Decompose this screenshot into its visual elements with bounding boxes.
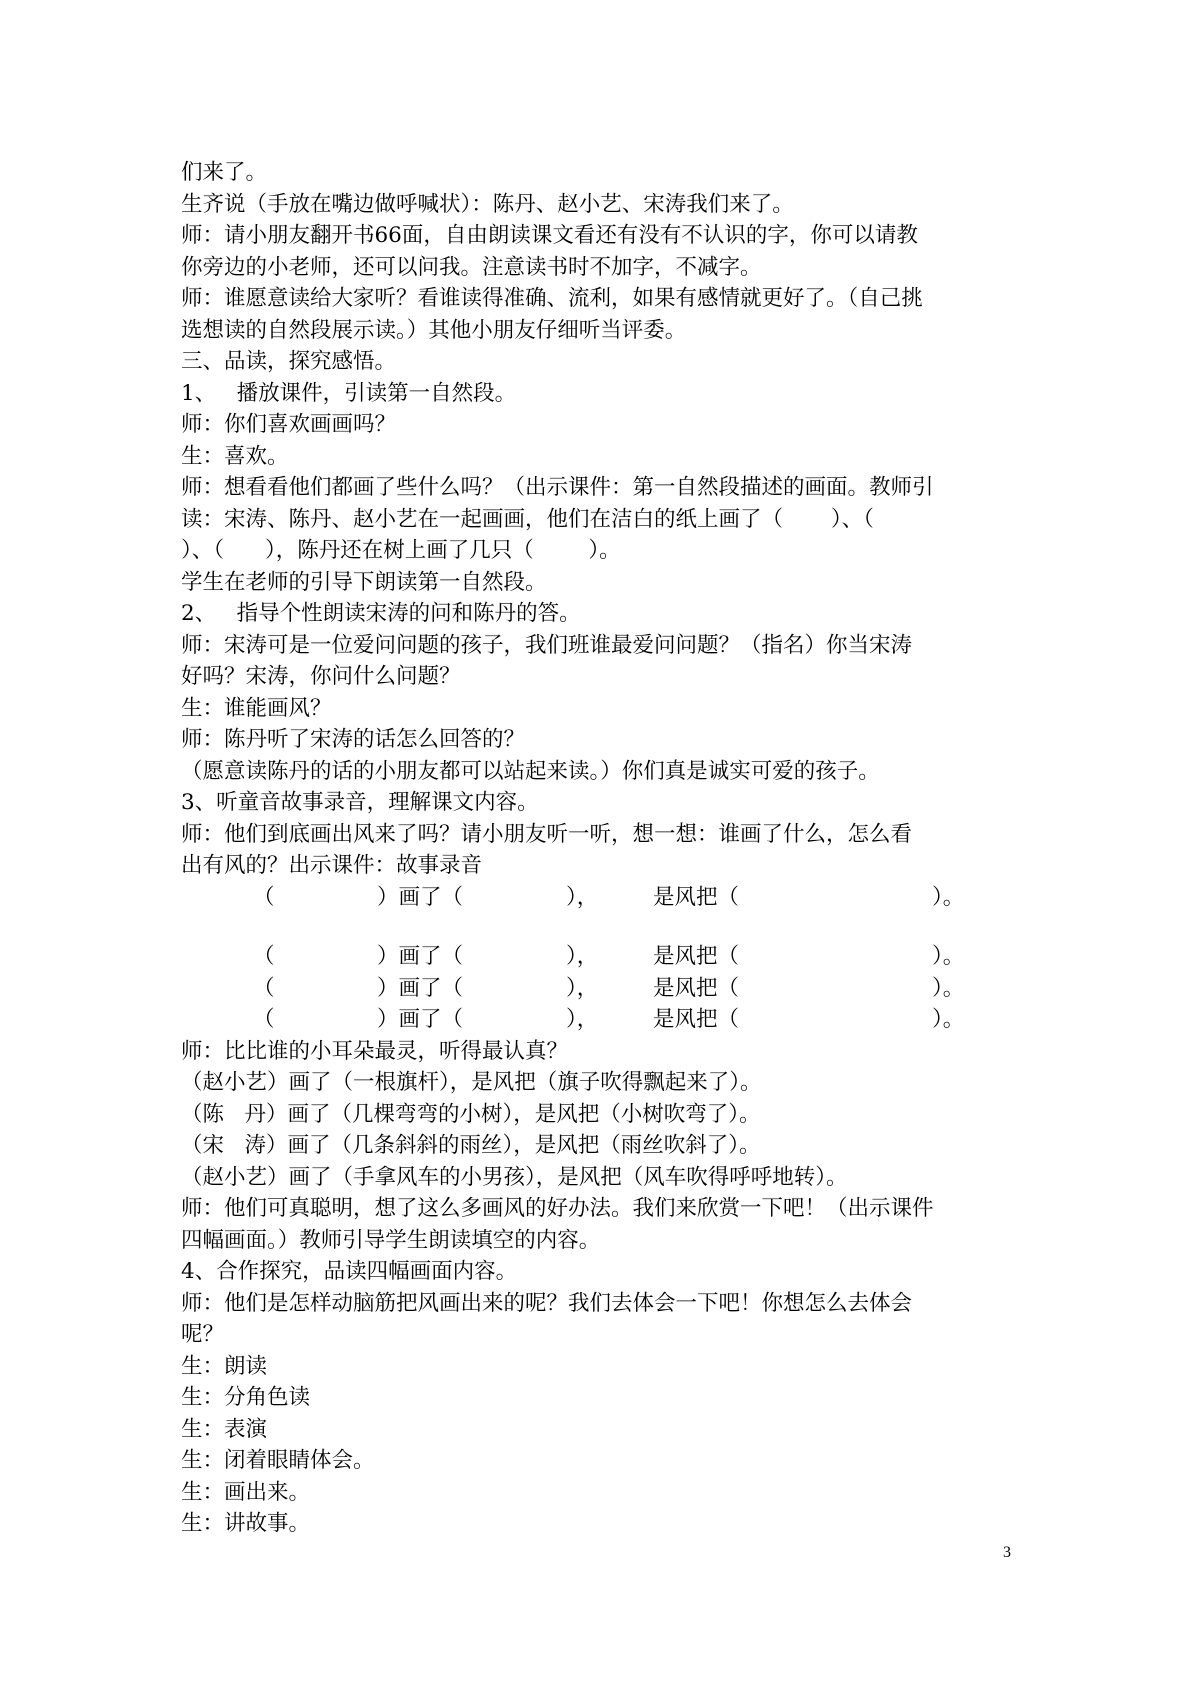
text-line: 生：喜欢。	[181, 443, 289, 469]
text-line: ）、（ ），陈丹还在树上画了几只（ ）。	[181, 538, 621, 563]
text-line: （愿意读陈丹的话的小朋友都可以站起来读。）你们真是诚实可爱的孩子。	[181, 758, 880, 784]
template-cell: ），	[566, 975, 599, 1001]
text-line: 师：宋涛可是一位爱问问题的孩子，我们班谁最爱问问题？（指名）你当宋涛	[181, 632, 913, 658]
text-line: 师：谁愿意读给大家听？看谁读得准确、流利，如果有感情就更好了。（自己挑	[181, 286, 923, 311]
template-cell: ）。	[932, 975, 965, 1001]
template-cell: （	[253, 944, 275, 969]
text-line: 选想读的自然段展示读。）其他小朋友仔细听当评委。	[181, 317, 687, 343]
template-cell: ），	[566, 884, 599, 910]
paragraph-block-a	[181, 157, 1021, 882]
text-line: （赵小艺）画了（手拿风车的小男孩），是风把（风车吹得呼呼地转）。	[181, 1164, 848, 1190]
template-cell: ）画了（	[377, 884, 464, 910]
text-line: 1、 播放课件，引读第一自然段。	[181, 380, 517, 406]
text-line: 2、 指导个性朗读宋涛的问和陈丹的答。	[181, 601, 581, 626]
text-line: 生：朗读	[181, 1353, 268, 1379]
text-line: 三、品读，探究感悟。	[181, 349, 397, 374]
template-cell: ），	[566, 944, 599, 969]
text-line: 师：请小朋友翻开书66面，自由朗读课文看还有没有不认识的字，你可以请教	[181, 223, 918, 248]
text-line: 呢？	[181, 1322, 225, 1347]
template-cell: 是风把（	[653, 1007, 740, 1032]
text-line: 出有风的？出示课件：故事录音	[181, 853, 483, 878]
text-line: 生：闭着眼睛体会。	[181, 1448, 375, 1473]
template-cell: （	[253, 1007, 275, 1032]
text-line: 师：他们是怎样动脑筋把风画出来的呢？我们去体会一下吧！你想怎么去体会	[181, 1290, 913, 1316]
text-line: 3、听童音故事录音，理解课文内容。	[181, 790, 539, 815]
text-line: 四幅画面。）教师引导学生朗读填空的内容。	[181, 1227, 601, 1253]
paragraph-block-b	[181, 1036, 1021, 1540]
template-cell: ）。	[932, 1007, 965, 1032]
text-line: 生齐说（手放在嘴边做呼喊状）：陈丹、赵小艺、宋涛我们来了。	[181, 191, 794, 217]
text-line: 读：宋涛、陈丹、赵小艺在一起画画，他们在洁白的纸上画了（ ）、（	[181, 506, 874, 532]
text-line: 生：分角色读	[181, 1385, 311, 1410]
text-line: 生：谁能画风？	[181, 695, 332, 721]
text-line: 师：他们到底画出风来了吗？请小朋友听一听，想一想：谁画了什么，怎么看	[181, 821, 913, 847]
text-line: 们来了。	[181, 160, 268, 185]
template-cell: ）画了（	[377, 944, 464, 969]
text-line: 师：陈丹听了宋涛的话怎么回答的？	[181, 727, 526, 752]
text-line: 好吗？宋涛，你问什么问题？	[181, 664, 461, 689]
text-line: 师：他们可真聪明，想了这么多画风的好办法。我们来欣赏一下吧！（出示课件	[181, 1196, 934, 1221]
template-row	[181, 1004, 1021, 1036]
template-cell: ），	[566, 1007, 599, 1032]
template-cell: 是风把（	[653, 944, 740, 969]
text-line: 生：讲故事。	[181, 1511, 311, 1536]
template-cell: （	[253, 884, 275, 910]
template-cell: （	[253, 975, 275, 1001]
text-line: 师：想看看他们都画了些什么吗？（出示课件：第一自然段描述的画面。教师引	[181, 475, 934, 500]
template-cell: 是风把（	[653, 884, 740, 910]
text-line: （宋 涛）画了（几条斜斜的雨丝），是风把（雨丝吹斜了）。	[181, 1133, 761, 1158]
text-line: （陈 丹）画了（几棵弯弯的小树），是风把（小树吹弯了）。	[181, 1101, 761, 1127]
text-line: 生：画出来。	[181, 1479, 311, 1505]
text-line: 师：你们喜欢画画吗？	[181, 412, 397, 437]
template-cell: 是风把（	[653, 975, 740, 1001]
template-cell: ）画了（	[377, 975, 464, 1001]
template-cell: ）。	[932, 944, 965, 969]
text-line: 4、合作探究，品读四幅画面内容。	[181, 1259, 518, 1284]
text-line: （赵小艺）画了（一根旗杆），是风把（旗子吹得飘起来了）。	[181, 1070, 762, 1095]
template-row	[181, 973, 1021, 1005]
document-body	[181, 157, 1021, 1540]
page-number: 3	[1003, 1544, 1011, 1561]
text-line: 学生在老师的引导下朗读第一自然段。	[181, 569, 547, 595]
template-cell: ）画了（	[377, 1007, 464, 1032]
text-line: 你旁边的小老师，还可以问我。注意读书时不加字，不减字。	[181, 254, 762, 280]
spacer	[181, 913, 1021, 941]
template-cell: ）。	[932, 884, 965, 910]
text-line: 师：比比谁的小耳朵最灵，听得最认真？	[181, 1038, 569, 1064]
fill-in-template	[181, 882, 1021, 1036]
template-row	[181, 941, 1021, 973]
template-row	[181, 882, 1021, 914]
text-line: 生：表演	[181, 1416, 268, 1442]
